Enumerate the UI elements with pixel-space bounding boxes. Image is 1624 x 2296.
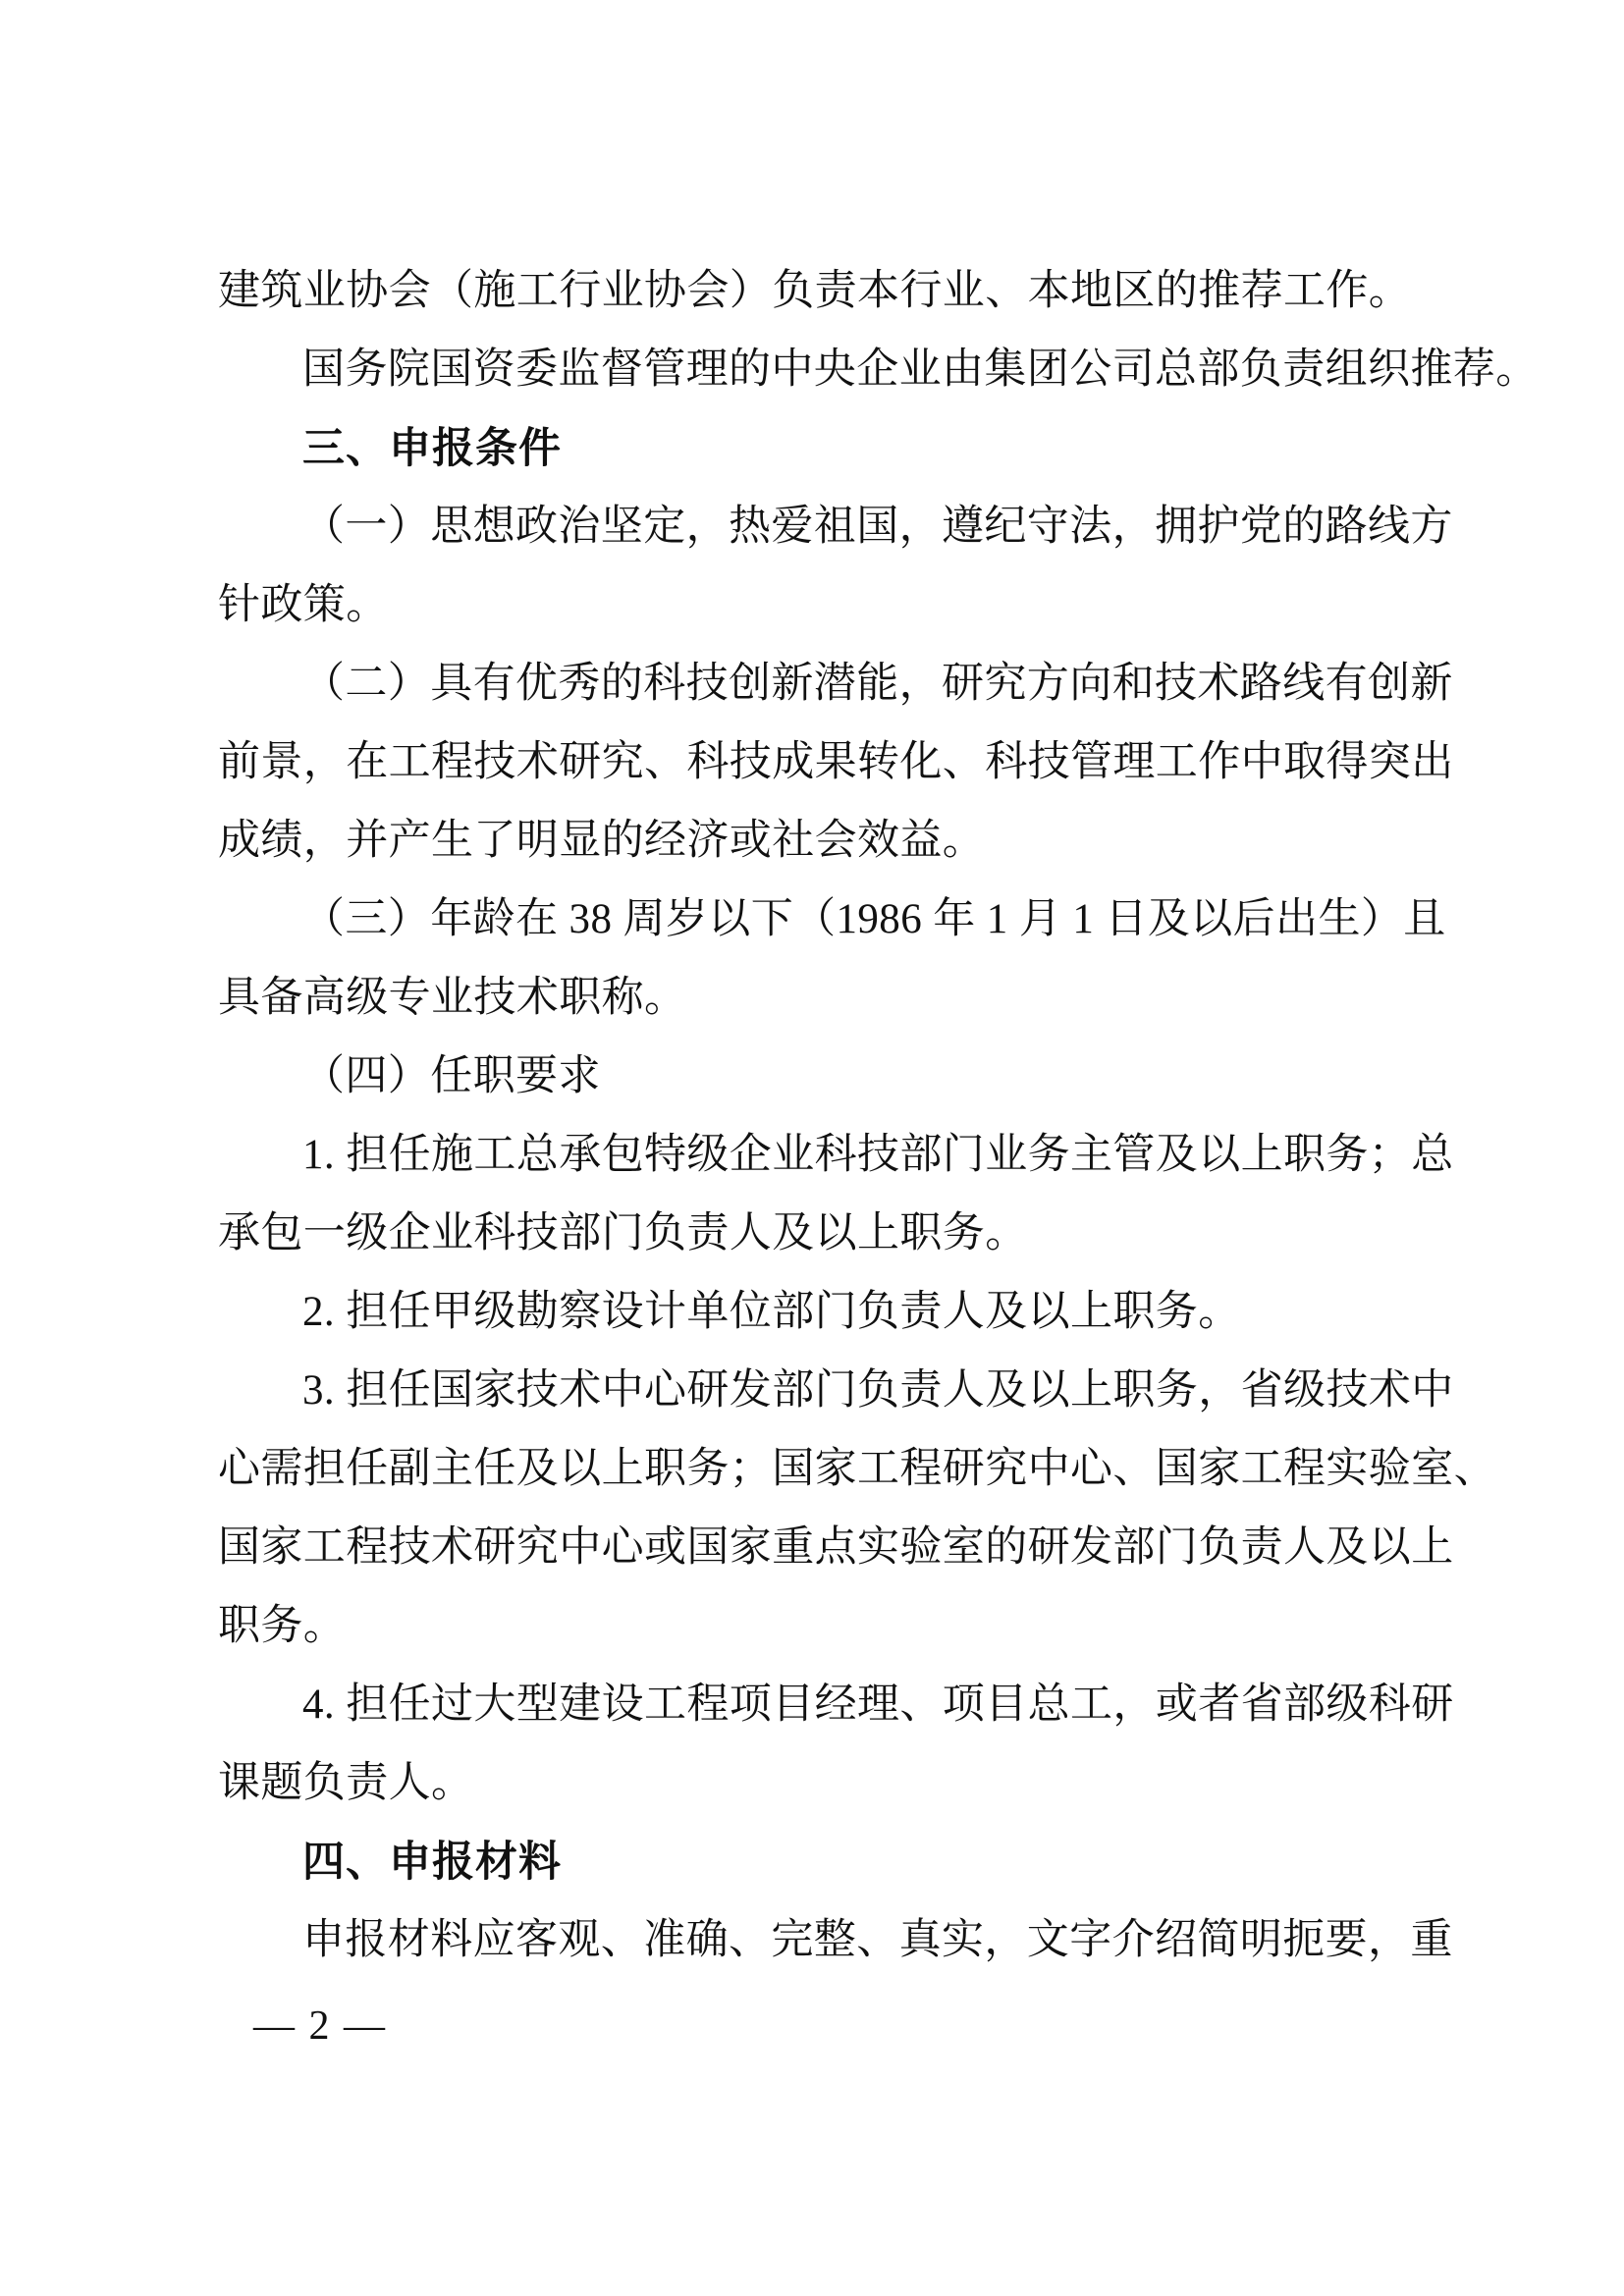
doc-line: 申报材料应客观、准确、完整、真实，文字介绍简明扼要，重 [302,1917,1453,1963]
doc-line: 课题负责人。 [218,1760,474,1806]
doc-line: 针政策。 [218,582,389,628]
doc-line: 具备高级专业技术职称。 [218,975,687,1021]
document-body [218,252,1539,1980]
doc-line: （二）具有优秀的科技创新潜能，研究方向和技术路线有创新 [302,661,1453,707]
doc-line: 1. 担任施工总承包特级企业科技部门业务主管及以上职务；总 [302,1132,1454,1178]
page-number: — 2 — [253,2003,387,2049]
doc-line: 建筑业协会（施工行业协会）负责本行业、本地区的推荐工作。 [218,268,1412,314]
doc-line: 国家工程技术研究中心或国家重点实验室的研发部门负责人及以上 [218,1524,1454,1571]
doc-line: 承包一级企业科技部门负责人及以上职务。 [218,1210,1028,1256]
doc-line: （三）年龄在 38 周岁以下（1986 年 1 月 1 日及以后出生）且 [302,896,1446,942]
section-heading: 四、申报材料 [302,1839,562,1886]
section-heading: 三、申报条件 [302,425,562,472]
doc-line: （四）任职要求 [302,1053,601,1099]
doc-line: 前景，在工程技术研究、科技成果转化、科技管理工作中取得突出 [218,739,1454,785]
doc-line: 职务。 [218,1603,347,1649]
doc-line: （一）思想政治坚定，热爱祖国，遵纪守法，拥护党的路线方 [302,504,1453,550]
doc-line: 4. 担任过大型建设工程项目经理、项目总工，或者省部级科研 [302,1682,1454,1728]
doc-line: 成绩，并产生了明显的经济或社会效益。 [218,818,986,864]
doc-line: 3. 担任国家技术中心研发部门负责人及以上职务，省级技术中 [302,1367,1454,1414]
doc-line: 国务院国资委监督管理的中央企业由集团公司总部负责组织推荐。 [302,347,1539,393]
doc-line: 心需担任副主任及以上职务；国家工程研究中心、国家工程实验室、 [218,1446,1496,1492]
doc-line: 2. 担任甲级勘察设计单位部门负责人及以上职务。 [302,1289,1241,1335]
